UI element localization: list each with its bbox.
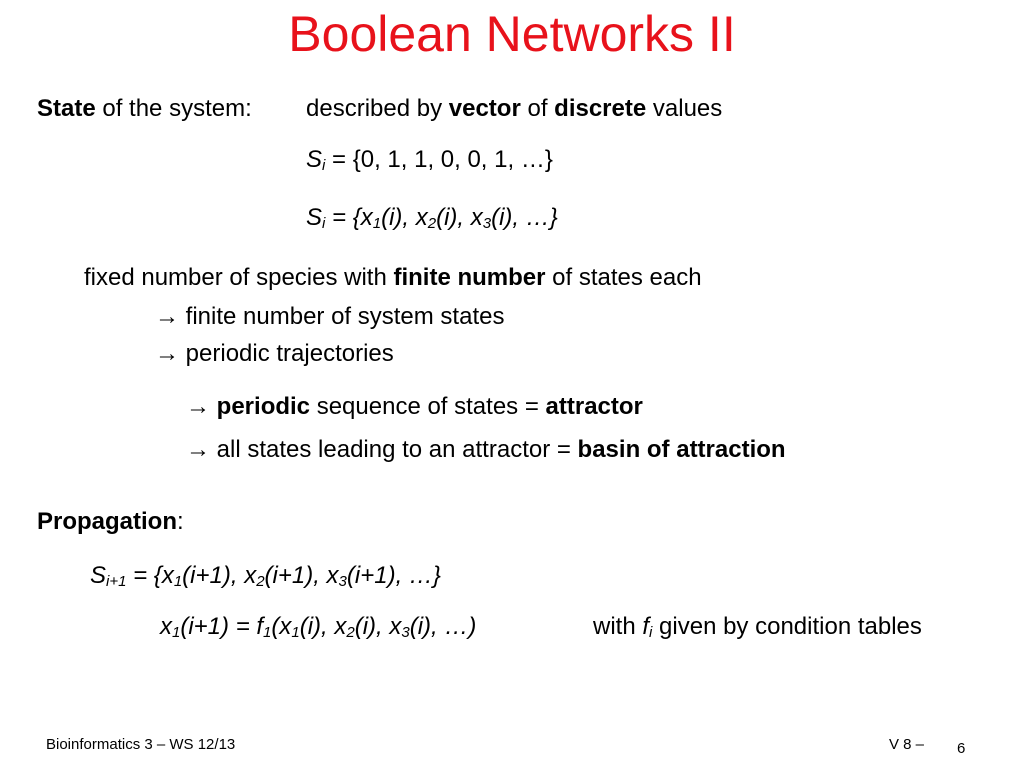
update-rule: [160, 613, 476, 641]
species-finite-number: finite number: [393, 264, 546, 291]
slide-title: Boolean Networks II: [288, 6, 736, 62]
state-desc-discrete: discrete: [554, 95, 647, 122]
state-desc-text-2: of: [520, 95, 555, 122]
update-sub-4: 2: [346, 624, 355, 641]
prop-vector-sub-2: 2: [256, 573, 265, 590]
propagation-label: Propagation: [37, 508, 178, 535]
state-general-part-4: (i), …}: [491, 204, 558, 231]
basin-text: → all states leading to an attractor =: [186, 436, 578, 463]
prop-vector-part-3: (i+1), x: [264, 562, 339, 589]
update-sub-5: 3: [401, 624, 410, 641]
arrow-periodic-trajectories: → periodic trajectories: [155, 340, 394, 367]
prop-vector-symbol: S: [90, 562, 107, 589]
state-label-bold: State: [37, 95, 96, 122]
state-general-part-1: = {x: [325, 204, 373, 231]
condition-f: f: [642, 613, 650, 640]
species-text-1: fixed number of species with: [84, 264, 394, 291]
update-part-5: (i), x: [354, 613, 402, 640]
state-general-part-3: (i), x: [436, 204, 483, 231]
state-desc-text-3: values: [646, 95, 723, 122]
update-sub-3: 1: [291, 624, 300, 641]
prop-vector-sub-3: 3: [338, 573, 347, 590]
attractor-arrow: →: [186, 393, 217, 420]
prop-vector-part-1: = {x: [126, 562, 174, 589]
arrow-finite-states: → finite number of system states: [155, 303, 505, 330]
update-sub-1: 1: [172, 624, 181, 641]
species-text-2: of states each: [545, 264, 702, 291]
update-part-4: (i), x: [299, 613, 347, 640]
state-vector-values: = {0, 1, 1, 0, 0, 1, …}: [325, 146, 553, 173]
propagation-vector: [90, 562, 441, 590]
state-general-symbol: S: [306, 204, 323, 231]
attractor-periodic: periodic: [216, 393, 311, 420]
prop-vector-part-2: (i+1), x: [182, 562, 257, 589]
update-sub-2: 1: [263, 624, 272, 641]
state-description: [306, 95, 722, 123]
state-general-part-2: (i), x: [381, 204, 428, 231]
update-part-1: x: [160, 613, 172, 640]
state-vector-example: [306, 146, 553, 174]
condition-f-sub: i: [649, 624, 653, 641]
state-vector-general: [306, 204, 558, 232]
state-label: [37, 95, 252, 123]
state-desc-text-1: described by: [306, 95, 449, 122]
footer-lecture: V 8 –: [889, 736, 925, 753]
update-part-2: (i+1) = f: [180, 613, 264, 640]
condition-text-1: with: [593, 613, 643, 640]
state-vector-symbol: S: [306, 146, 323, 173]
state-vector-sub: i: [322, 157, 326, 174]
state-general-sub-1: 1: [372, 215, 382, 232]
state-general-sub: i: [322, 215, 326, 232]
update-part-6: (i), …): [409, 613, 477, 640]
update-part-3: (x: [271, 613, 292, 640]
attractor-line: [186, 393, 643, 421]
species-line: [84, 264, 702, 292]
condition-text-2: given by condition tables: [652, 613, 922, 640]
state-desc-vector: vector: [448, 95, 521, 122]
propagation-colon: :: [177, 508, 184, 535]
propagation-heading: [37, 508, 184, 536]
prop-vector-part-4: (i+1), …}: [346, 562, 441, 589]
prop-vector-sub: i+1: [106, 573, 127, 590]
attractor-term: attractor: [545, 393, 643, 420]
footer-course: Bioinformatics 3 – WS 12/13: [46, 736, 236, 753]
state-general-sub-2: 2: [427, 215, 437, 232]
prop-vector-sub-1: 1: [173, 573, 183, 590]
attractor-text: sequence of states =: [310, 393, 546, 420]
state-general-sub-3: 3: [482, 215, 492, 232]
basin-of-attraction: basin of attraction: [577, 436, 786, 463]
state-label-rest: of the system:: [95, 95, 252, 122]
condition-note: [593, 613, 922, 641]
footer-page-number: 6: [957, 740, 966, 757]
basin-line: [186, 436, 786, 464]
